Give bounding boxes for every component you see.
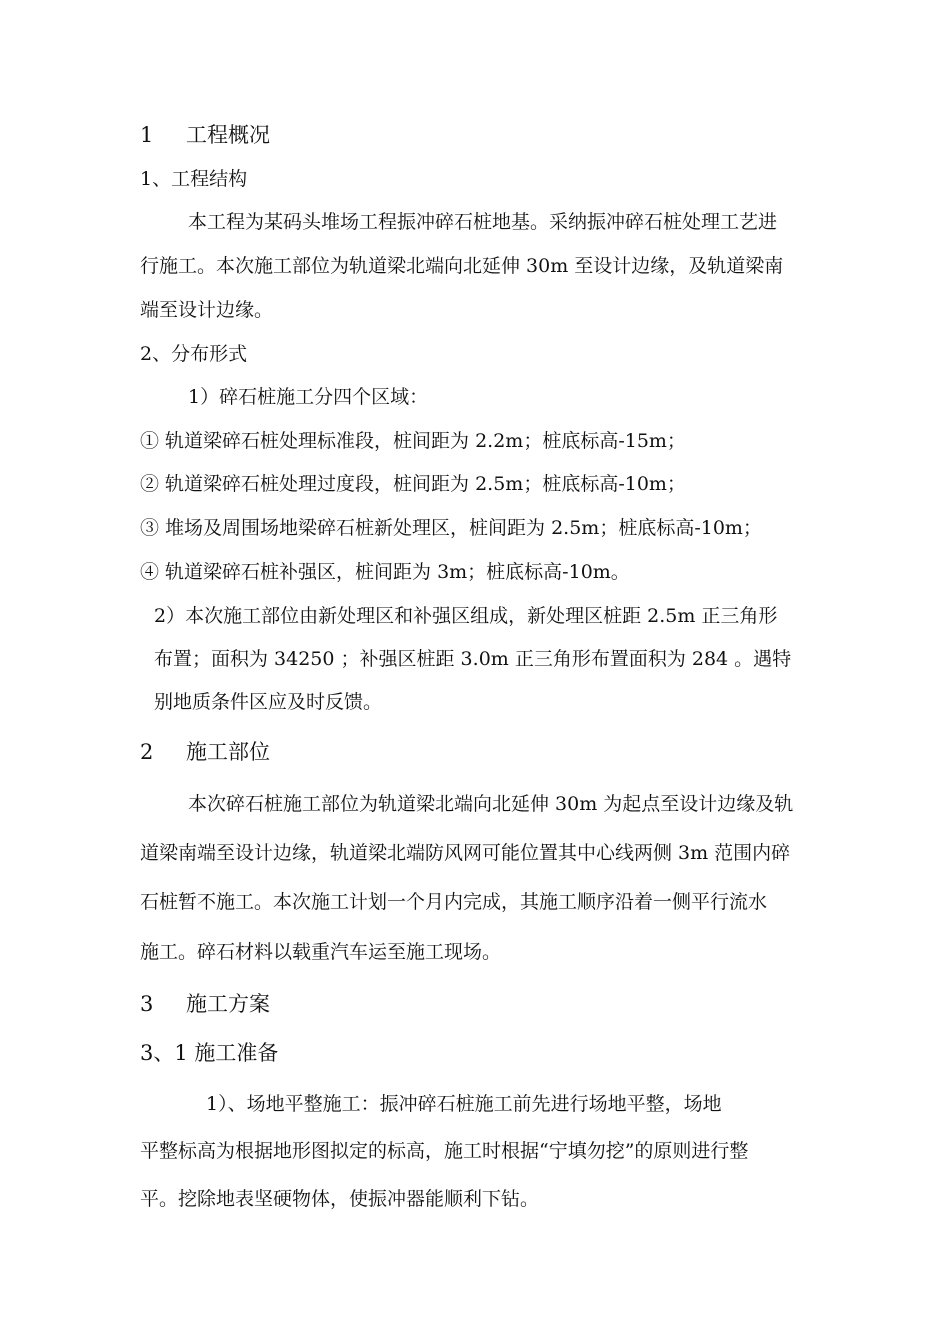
zone-item: ④ 轨道梁碎石桩补强区，桩间距为 3m；桩底标高-10m。	[140, 561, 630, 583]
heading-number: 3	[140, 992, 154, 1016]
heading-2	[140, 739, 270, 765]
heading-title: 工程概况	[186, 123, 270, 147]
heading-1	[140, 122, 270, 148]
list-intro: 1）碎石桩施工分四个区域：	[188, 386, 429, 408]
heading-title: 施工方案	[186, 992, 270, 1016]
heading-3	[140, 991, 270, 1017]
paragraph-line: 1）、场地平整施工：振冲碎石桩施工前先进行场地平整，场地	[206, 1093, 722, 1115]
heading-number: 2	[140, 740, 154, 764]
zone-item: ③ 堆场及周围场地梁碎石桩新处理区，桩间距为 2.5m；桩底标高-10m；	[140, 517, 762, 539]
paragraph-line: 行施工。本次施工部位为轨道梁北端向北延伸 30m 至设计边缘，及轨道梁南	[140, 255, 784, 277]
paragraph-line: 本次碎石桩施工部位为轨道梁北端向北延伸 30m 为起点至设计边缘及轨	[188, 793, 794, 815]
paragraph-line: 本工程为某码头堆场工程振冲碎石桩地基。采纳振冲碎石桩处理工艺进	[188, 211, 778, 233]
heading-number: 1	[140, 123, 154, 147]
subheading-structure: 1、工程结构	[140, 168, 248, 190]
heading-title: 施工部位	[186, 740, 270, 764]
subheading-preparation: 3、1 施工准备	[140, 1041, 279, 1065]
subheading-distribution: 2、分布形式	[140, 343, 248, 365]
paragraph-line: 2）本次施工部位由新处理区和补强区组成，新处理区桩距 2.5m 正三角形	[154, 605, 778, 627]
paragraph-line: 石桩暂不施工。本次施工计划一个月内完成，其施工顺序沿着一侧平行流水	[140, 891, 768, 913]
paragraph-line: 施工。碎石材料以载重汽车运至施工现场。	[140, 941, 502, 963]
paragraph-line: 别地质条件区应及时反馈。	[154, 691, 383, 713]
zone-item: ① 轨道梁碎石桩处理标准段，桩间距为 2.2m；桩底标高-15m；	[140, 430, 686, 452]
paragraph-line: 布置；面积为 34250 ；补强区桩距 3.0m 正三角形布置面积为 284 。遇特	[154, 648, 792, 670]
paragraph-line: 平。挖除地表坚硬物体，使振冲器能顺利下钻。	[140, 1188, 540, 1210]
zone-item: ② 轨道梁碎石桩处理过度段，桩间距为 2.5m；桩底标高-10m；	[140, 473, 686, 495]
paragraph-line: 平整标高为根据地形图拟定的标高，施工时根据“宁填勿挖”的原则进行整	[140, 1140, 749, 1162]
paragraph-line: 端至设计边缘。	[140, 299, 274, 321]
paragraph-line: 道梁南端至设计边缘，轨道梁北端防风网可能位置其中心线两侧 3m 范围内碎	[140, 842, 791, 864]
